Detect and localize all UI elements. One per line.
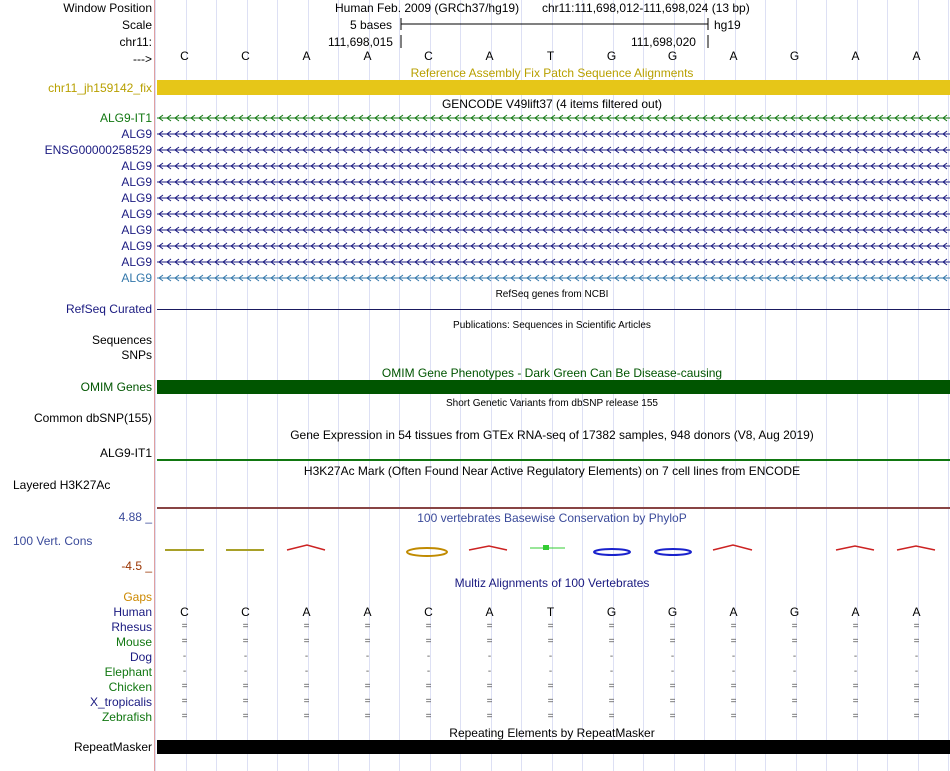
multiz-alignment-symbol: - (670, 651, 675, 662)
multiz-alignment-symbol: = (852, 711, 859, 722)
multiz-alignment-symbol: = (181, 711, 188, 722)
multiz-alignment-symbol: - (243, 666, 248, 677)
multiz-alignment-symbol: - (243, 651, 248, 662)
multiz-alignment-symbol: = (791, 621, 798, 632)
multiz-human-base: C (241, 605, 250, 619)
multiz-alignment-symbol: = (547, 621, 554, 632)
window-position-label: Window Position (63, 1, 152, 15)
position-text: chr11:111,698,012-111,698,024 (13 bp) (542, 1, 750, 15)
multiz-alignment-symbol: = (913, 696, 920, 707)
gencode-transcript-label[interactable]: ALG9-IT1 (99, 111, 152, 125)
multiz-species-label[interactable]: Mouse (115, 635, 152, 649)
gencode-transcript-label[interactable]: ALG9 (121, 207, 152, 221)
multiz-alignment-symbol: - (670, 666, 675, 677)
coordinate-left: 111,698,015 (328, 35, 393, 49)
phylop-peak-10 (713, 545, 752, 550)
multiz-alignment-symbol: = (303, 621, 310, 632)
multiz-alignment-symbol: = (486, 621, 493, 632)
multiz-alignment-symbol: = (364, 711, 371, 722)
multiz-alignment-symbol: = (913, 621, 920, 632)
repeatmasker-element-bar[interactable] (157, 740, 950, 754)
phylop-peak-6 (469, 546, 507, 550)
repeatmasker-track-label[interactable]: RepeatMasker (73, 740, 152, 754)
reference-base: G (606, 49, 617, 63)
multiz-alignment-symbol: = (303, 711, 310, 722)
assembly-text: Human Feb. 2009 (GRCh37/hg19) (335, 1, 520, 15)
gencode-transcript-label[interactable]: ALG9 (121, 239, 152, 253)
multiz-human-base: A (302, 605, 311, 619)
multiz-species-label[interactable]: Zebrafish (101, 710, 152, 724)
phylop-loop-8 (594, 549, 630, 555)
multiz-human-base: G (606, 605, 617, 619)
multiz-alignment-symbol: = (242, 711, 249, 722)
multiz-alignment-symbol: = (791, 696, 798, 707)
multiz-alignment-symbol: = (669, 696, 676, 707)
reference-base: C (241, 49, 250, 63)
multiz-alignment-symbol: - (365, 651, 370, 662)
multiz-alignment-symbol: = (547, 711, 554, 722)
fix-patch-track-label[interactable]: chr11_jh159142_fix (48, 81, 152, 95)
multiz-alignment-symbol: = (730, 681, 737, 692)
multiz-alignment-symbol: = (364, 636, 371, 647)
gencode-transcript-label[interactable]: ALG9 (121, 271, 152, 285)
dbsnp-track-title: Short Genetic Variants from dbSNP release 155 (446, 398, 658, 409)
multiz-alignment-symbol: - (914, 651, 919, 662)
multiz-alignment-symbol: = (486, 711, 493, 722)
h3k27ac-track-title: H3K27Ac Mark (Often Found Near Active Regulatory Elements) on 7 cell lines from ENCODE (303, 464, 801, 478)
multiz-alignment-symbol: - (792, 651, 797, 662)
multiz-alignment-symbol: - (609, 666, 614, 677)
multiz-track-title: Multiz Alignments of 100 Vertebrates (454, 576, 650, 590)
multiz-alignment-symbol: - (304, 666, 309, 677)
phylop-peak-13 (897, 546, 935, 550)
phylop-peak-12 (836, 546, 874, 550)
multiz-alignment-symbol: = (730, 711, 737, 722)
multiz-alignment-symbol: = (852, 621, 859, 632)
gencode-transcript-label[interactable]: ALG9 (121, 223, 152, 237)
multiz-human-base: G (667, 605, 678, 619)
gencode-track-title: GENCODE V49lift37 (4 items filtered out) (441, 97, 663, 111)
publications-snps-label[interactable]: SNPs (121, 348, 152, 362)
publications-sequences-label[interactable]: Sequences (91, 333, 152, 347)
multiz-alignment-symbol: = (364, 681, 371, 692)
fix-patch-track-title: Reference Assembly Fix Patch Sequence Alignments (410, 66, 694, 80)
multiz-alignment-symbol: = (181, 636, 188, 647)
reference-base: T (546, 49, 555, 63)
multiz-alignment-symbol: = (913, 681, 920, 692)
multiz-alignment-symbol: = (486, 636, 493, 647)
multiz-species-label[interactable]: Elephant (104, 665, 152, 679)
multiz-alignment-symbol: = (852, 636, 859, 647)
omim-track-title: OMIM Gene Phenotypes - Dark Green Can Be Disease-causing (381, 366, 723, 380)
multiz-alignment-symbol: = (608, 621, 615, 632)
reference-base: A (363, 49, 372, 63)
multiz-alignment-symbol: = (730, 696, 737, 707)
reference-base: A (912, 49, 921, 63)
multiz-alignment-symbol: - (426, 666, 431, 677)
phylop-peak-3 (287, 545, 325, 550)
multiz-human-base: C (180, 605, 189, 619)
gencode-transcript-label[interactable]: ALG9 (121, 127, 152, 141)
multiz-alignment-symbol: = (669, 621, 676, 632)
multiz-alignment-symbol: = (608, 636, 615, 647)
multiz-species-label[interactable]: Rhesus (111, 620, 152, 634)
multiz-human-base: C (424, 605, 433, 619)
multiz-species-label[interactable]: X_tropicalis (89, 695, 152, 709)
track-label-column (0, 0, 154, 771)
multiz-alignment-symbol: = (669, 711, 676, 722)
multiz-alignment-symbol: - (487, 651, 492, 662)
multiz-alignment-symbol: = (608, 711, 615, 722)
multiz-alignment-symbol: = (547, 696, 554, 707)
reference-base: A (851, 49, 860, 63)
multiz-alignment-symbol: = (791, 711, 798, 722)
scale-bases-text: 5 bases (350, 18, 393, 32)
multiz-human-base: A (912, 605, 921, 619)
phylop-max-label: 4.88 _ (118, 510, 152, 524)
multiz-alignment-symbol: = (486, 681, 493, 692)
reference-base: G (789, 49, 800, 63)
multiz-alignment-symbol: = (913, 711, 920, 722)
publications-track-title: Publications: Sequences in Scientific Articles (453, 320, 651, 331)
h3k27ac-track-label[interactable]: Layered H3K27Ac (13, 478, 111, 492)
gencode-transcript-label[interactable]: ENSG00000258529 (44, 143, 152, 157)
dbsnp-track-label[interactable]: Common dbSNP(155) (33, 411, 152, 425)
multiz-alignment-symbol: = (547, 681, 554, 692)
gtex-track-title: Gene Expression in 54 tissues from GTEx RNA-seq of 17382 samples, 948 donors (V8, Aug 2019) (290, 428, 814, 442)
phylop-mark-7 (543, 545, 549, 550)
multiz-alignment-symbol: = (425, 711, 432, 722)
multiz-alignment-symbol: = (547, 636, 554, 647)
multiz-alignment-symbol: = (791, 636, 798, 647)
multiz-alignment-symbol: = (730, 621, 737, 632)
chrom-label: chr11: (119, 35, 152, 49)
multiz-human-base: T (546, 605, 555, 619)
reference-base: A (302, 49, 311, 63)
multiz-human-base: A (485, 605, 494, 619)
phylop-track-title: 100 vertebrates Basewise Conservation by PhyloP (417, 511, 687, 525)
multiz-alignment-symbol: - (731, 666, 736, 677)
phylop-loop-9 (655, 549, 691, 555)
gencode-transcript-label[interactable]: ALG9 (121, 191, 152, 205)
multiz-alignment-symbol: = (791, 681, 798, 692)
repeatmasker-track-title: Repeating Elements by RepeatMasker (449, 726, 655, 740)
multiz-alignment-symbol: - (548, 666, 553, 677)
multiz-alignment-symbol: - (426, 651, 431, 662)
reference-base: A (485, 49, 494, 63)
multiz-alignment-symbol: = (181, 621, 188, 632)
gencode-transcript-label[interactable]: ALG9 (121, 255, 152, 269)
multiz-species-label[interactable]: Dog (129, 650, 152, 664)
multiz-alignment-symbol: = (425, 621, 432, 632)
multiz-alignment-symbol: = (852, 681, 859, 692)
db-text: hg19 (714, 18, 741, 32)
multiz-gaps-label: Gaps (123, 590, 152, 604)
multiz-alignment-symbol: = (181, 696, 188, 707)
gencode-transcript-label[interactable]: ALG9 (121, 175, 152, 189)
multiz-alignment-symbol: - (304, 651, 309, 662)
multiz-alignment-symbol: - (365, 666, 370, 677)
scale-label: Scale (121, 18, 152, 32)
reference-base: G (667, 49, 678, 63)
reference-base: C (424, 49, 433, 63)
multiz-alignment-symbol: = (303, 681, 310, 692)
multiz-alignment-symbol: - (792, 666, 797, 677)
reference-base: C (180, 49, 189, 63)
multiz-alignment-symbol: - (853, 651, 858, 662)
multiz-human-base: A (851, 605, 860, 619)
multiz-alignment-symbol: - (609, 651, 614, 662)
multiz-alignment-symbol: = (364, 696, 371, 707)
multiz-alignment-symbol: - (731, 651, 736, 662)
multiz-alignment-symbol: = (730, 636, 737, 647)
multiz-alignment-symbol: = (181, 681, 188, 692)
multiz-alignment-symbol: - (182, 666, 187, 677)
multiz-alignment-symbol: = (486, 696, 493, 707)
multiz-alignment-symbol: = (608, 696, 615, 707)
refseq-track-label[interactable]: RefSeq Curated (65, 302, 152, 316)
gencode-transcript-label[interactable]: ALG9 (121, 159, 152, 173)
multiz-alignment-symbol: - (914, 666, 919, 677)
multiz-alignment-symbol: - (487, 666, 492, 677)
coordinate-right: 111,698,020 (631, 35, 696, 49)
multiz-human-base: G (789, 605, 800, 619)
multiz-alignment-symbol: - (853, 666, 858, 677)
omim-track-label[interactable]: OMIM Genes (80, 380, 152, 394)
strand-arrow-label: ---> (133, 52, 152, 66)
multiz-alignment-symbol: = (425, 636, 432, 647)
multiz-alignment-symbol: = (242, 696, 249, 707)
multiz-alignment-symbol: = (242, 681, 249, 692)
multiz-species-label[interactable]: Human (113, 605, 152, 619)
multiz-alignment-symbol: = (669, 636, 676, 647)
multiz-alignment-symbol: = (303, 696, 310, 707)
multiz-alignment-symbol: = (669, 681, 676, 692)
reference-base: A (729, 49, 738, 63)
multiz-species-label[interactable]: Chicken (108, 680, 152, 694)
multiz-human-base: A (729, 605, 738, 619)
multiz-alignment-symbol: = (608, 681, 615, 692)
multiz-alignment-symbol: = (425, 681, 432, 692)
multiz-alignment-symbol: = (242, 621, 249, 632)
track-data-area[interactable] (155, 0, 950, 771)
multiz-human-base: A (363, 605, 372, 619)
phylop-track-label[interactable]: 100 Vert. Cons (13, 534, 93, 548)
multiz-alignment-symbol: = (425, 696, 432, 707)
multiz-alignment-symbol: = (852, 696, 859, 707)
multiz-alignment-symbol: = (913, 636, 920, 647)
phylop-loop-5 (407, 548, 447, 556)
multiz-alignment-symbol: - (182, 651, 187, 662)
gtex-track-label[interactable]: ALG9-IT1 (99, 446, 152, 460)
refseq-track-title: RefSeq genes from NCBI (495, 289, 609, 300)
phylop-min-label: -4.5 _ (121, 559, 152, 573)
multiz-alignment-symbol: = (364, 621, 371, 632)
multiz-alignment-symbol: = (303, 636, 310, 647)
multiz-alignment-symbol: - (548, 651, 553, 662)
multiz-alignment-symbol: = (242, 636, 249, 647)
